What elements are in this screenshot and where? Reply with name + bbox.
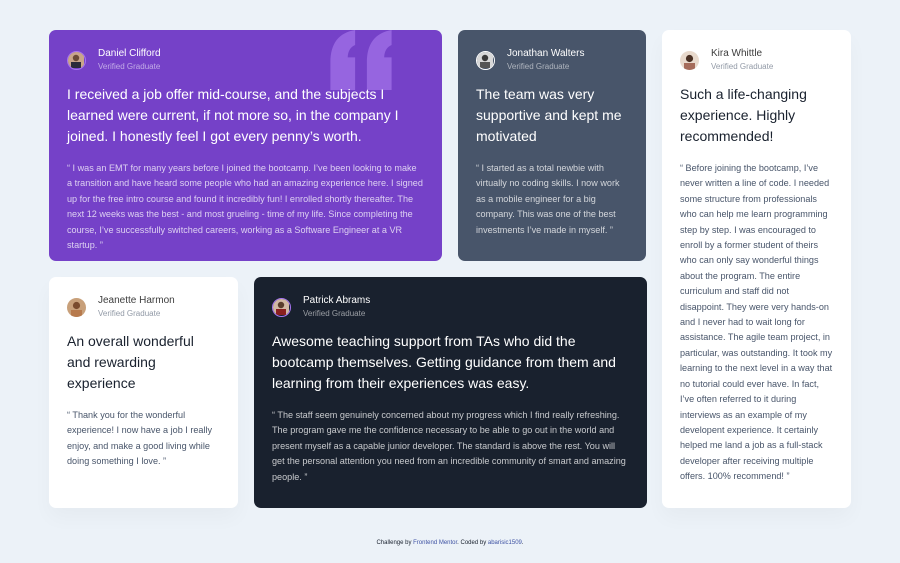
author-name: Jonathan Walters (507, 48, 585, 59)
attribution-footer (0, 540, 900, 546)
testimonial-card-jonathan (458, 30, 646, 261)
avatar-patrick (272, 298, 291, 317)
author-role: Verified Graduate (98, 309, 161, 318)
testimonial-card-patrick (254, 277, 647, 508)
card-header (680, 49, 833, 71)
testimonial-body: “ The staff seem genuinely concerned about my progress which I find really refreshing. The program gave me the confidence necessary to be able to go out in the world and present myself as a capable junior developer. The standard is above the rest. You will get the personal attention you need from an incredible community of smart and amazing people. ” (272, 410, 626, 482)
author-role: Verified Graduate (98, 62, 161, 71)
author-role: Verified Graduate (711, 62, 774, 71)
testimonial-card-kira (662, 30, 851, 508)
testimonial-body: “ Thank you for the wonderful experience! I now have a job I really enjoy, and make a good living while doing something I love. ” (67, 410, 213, 467)
author-name: Jeanette Harmon (98, 295, 175, 306)
testimonial-headline: Such a life-changing experience. Highly recommended! (680, 86, 807, 144)
author-role: Verified Graduate (303, 309, 366, 318)
testimonial-body: “ I was an EMT for many years before I joined the bootcamp. I’ve been looking to make a transition and have heard some people who had an amazing experience here. I signed up for the free intro course and found it incredibly fun! I enrolled shortly thereafter. The next 12 weeks was the best - and most grueling - time of my life. Since completing the course, I’ve successfully switched careers, working as a Software Engineer at a VR startup. ” (67, 163, 423, 251)
testimonial-headline: An overall wonderful and rewarding experience (67, 333, 194, 391)
testimonial-headline: I received a job offer mid-course, and the subjects I learned were current, if not more so, in the company I joined. I honestly feel I got every penny’s worth. (67, 86, 399, 144)
card-header (476, 49, 628, 71)
card-header (272, 296, 629, 318)
testimonial-body: “ I started as a total newbie with virtually no coding skills. I now work as a mobile engineer for a big company. This was one of the best investments I’ve made in myself. ” (476, 163, 620, 235)
author-name: Daniel Clifford (98, 48, 161, 59)
footer-prefix: Challenge by (376, 540, 414, 546)
avatar-jonathan (476, 51, 495, 70)
author-role: Verified Graduate (507, 62, 570, 71)
author-name: Kira Whittle (711, 48, 763, 59)
card-header (67, 296, 220, 318)
avatar-kira (680, 51, 699, 70)
testimonial-card-jeanette (49, 277, 238, 508)
testimonial-headline: The team was very supportive and kept me motivated (476, 86, 622, 144)
author-name: Patrick Abrams (303, 295, 371, 306)
avatar-jeanette (67, 298, 86, 317)
frontend-mentor-link[interactable]: Frontend Mentor (413, 540, 458, 546)
testimonial-card-daniel (49, 30, 442, 261)
footer-middle: . Coded by (457, 540, 488, 546)
card-header (67, 49, 424, 71)
testimonial-headline: Awesome teaching support from TAs who did the bootcamp themselves. Getting guidance from them and learning from their experiences was easy. (272, 333, 616, 391)
avatar-daniel (67, 51, 86, 70)
testimonial-body: “ Before joining the bootcamp, I’ve never written a line of code. I needed some structure from professionals who can help me learn programming step by step. I was encouraged to enroll by a former student of theirs who can only say wonderful things about the program. The entire curriculum and staff did not disappoint. They were very hands-on and I never had to wait long for assistance. The agile team project, in particular, was outstanding. It took my learning to the next level in a way that no tutorial could ever have. In fact, I’ve often referred to it during interviews as an example of my developent experience. It certainly helped me land a job as a full-stack developer after receiving multiple offers. 100% recommend! ” (680, 163, 833, 482)
author-link[interactable]: abarisic1509 (487, 540, 522, 546)
footer-suffix: . (521, 540, 524, 546)
